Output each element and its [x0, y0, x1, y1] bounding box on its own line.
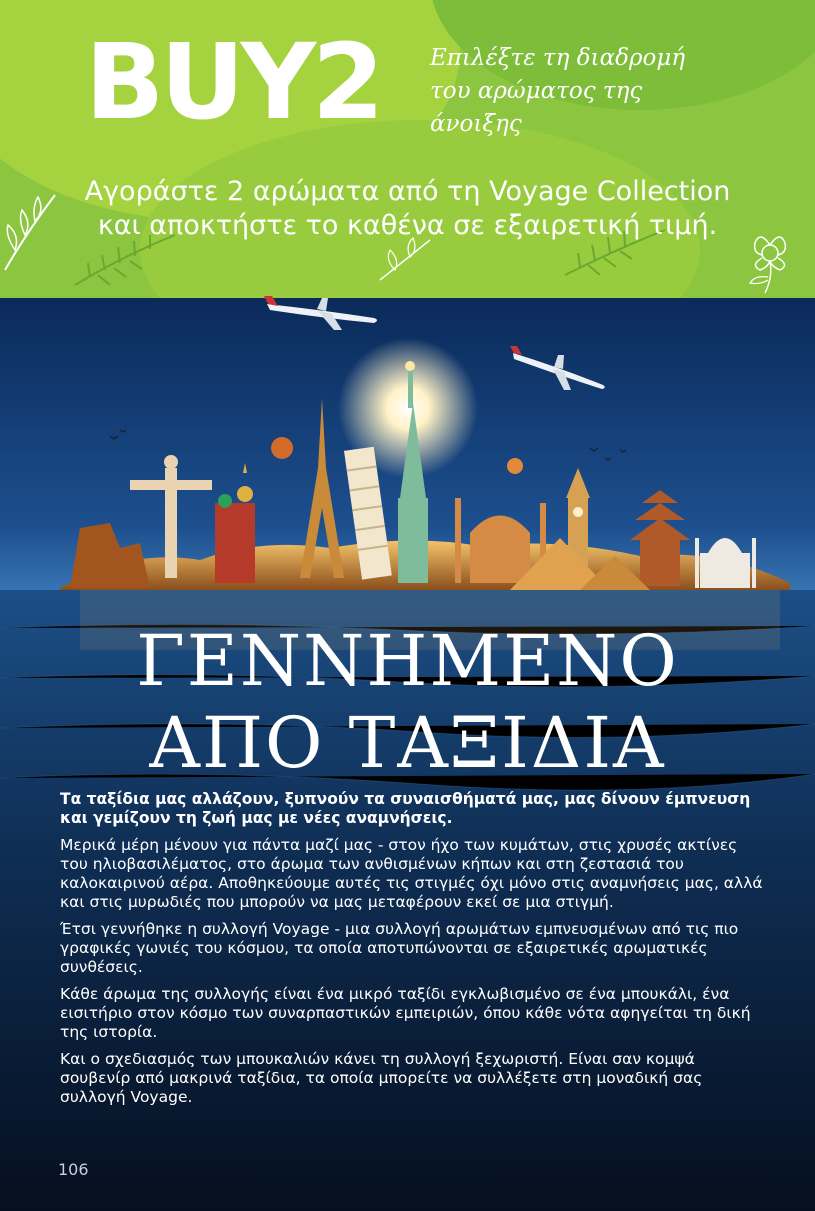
- buy2-headline: BUY2: [85, 21, 381, 143]
- article-title: [0, 620, 815, 784]
- tagline-line: του αρώματος της: [430, 78, 643, 104]
- article-paragraph: Και ο σχεδιασμός των μπουκαλιών κάνει τη συλλογή ξεχωριστή. Είναι σαν κομψά σουβενίρ από μακρινά ταξίδια, τα οποία μπορείτε να συλλέξετε στη μοναδική σας συλλογή Voyage.: [60, 1050, 703, 1106]
- offer-line: και αποκτήστε το καθένα σε εξαιρετική τιμή.: [97, 210, 718, 241]
- tagline-line: Επιλέξτε τη διαδρομή: [430, 45, 686, 71]
- title-line: ΑΠΟ ΤΑΞΙΔΙΑ: [149, 702, 666, 784]
- offer-text: [0, 175, 815, 243]
- article-paragraph: Έτσι γεννήθηκε η συλλογή Voyage - μια συλλογή αρωμάτων εμπνευσμένων από τις πιο γραφικές γωνιές του κόσμου, τα οποία αποτυπώνονται σε εξαιρετικές αρωματικές συνθέσεις.: [60, 920, 739, 976]
- tagline-line: άνοιξης: [430, 111, 522, 137]
- article-paragraph: Μερικά μέρη μένουν για πάντα μαζί μας - στον ήχο των κυμάτων, στις χρυσές ακτίνες του ηλιοβασιλέματος, στο άρωμα των ανθισμένων κήπων και στη ζεστασιά του καλοκαιρινού αέρα. Αποθηκεύουμε αυτές τις στιγμές όχι μόνο στις αναμνήσεις μας, αλλά και στις μυρωδιές που μπορούν να μας μεταφέρουν εκεί σε μια στιγμή.: [60, 836, 763, 911]
- title-line: ΓΕΝΝΗΜΕΝΟ: [136, 620, 679, 702]
- page-number: 106: [58, 1160, 89, 1179]
- article-paragraph: Κάθε άρωμα της συλλογής είναι ένα μικρό ταξίδι εγκλωβισμένο σε ένα μπουκάλι, ένα εισιτήριο στον κόσμο των συναρπαστικών εμπειριών, όπου κάθε νότα αφηγείται τη δική της ιστορία.: [60, 985, 751, 1041]
- airplane-icon: [262, 292, 382, 332]
- promo-banner: [0, 0, 815, 298]
- article-lead: Τα ταξίδια μας αλλάζουν, ξυπνούν τα συναισθήματά μας, μας δίνουν έμπνευση και γεμίζουν τη ζωή μας με νέες αναμνήσεις.: [60, 790, 751, 827]
- article-body: [60, 790, 765, 1115]
- promo-tagline: [430, 42, 760, 141]
- airplane-icon: [508, 345, 608, 395]
- offer-line: Αγοράστε 2 αρώματα από τη Voyage Collection: [84, 176, 731, 207]
